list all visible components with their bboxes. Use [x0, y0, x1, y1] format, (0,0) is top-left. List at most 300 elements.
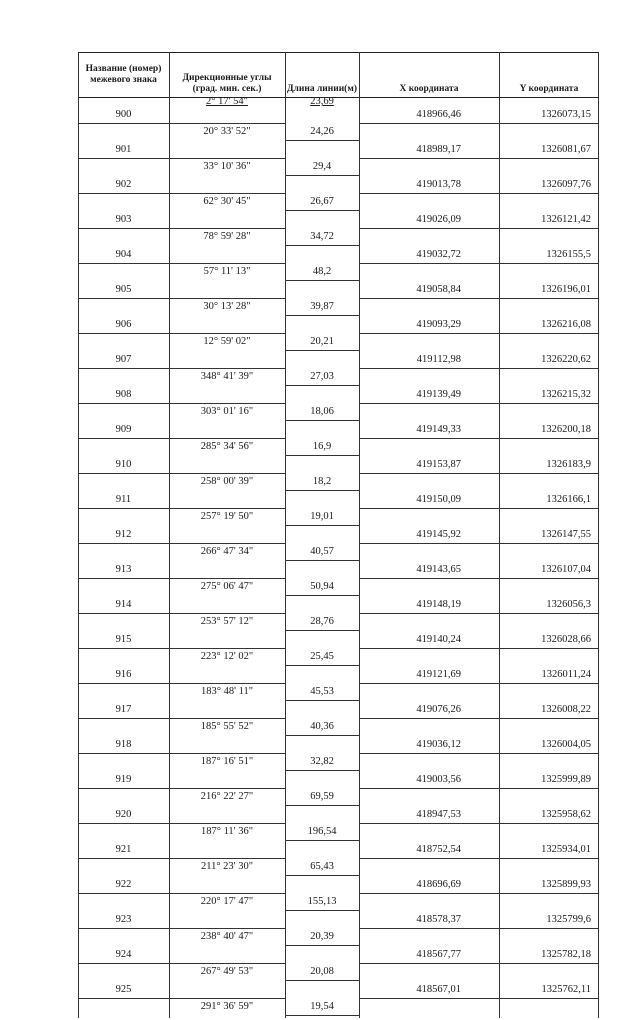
y-coordinate: 1326216,08: [541, 319, 591, 330]
row-rule: [359, 823, 499, 824]
segment-row: [78, 266, 599, 283]
mark-number: 903: [115, 214, 132, 225]
row-rule: [78, 193, 169, 194]
line-length: 196,54: [307, 825, 337, 837]
row-rule: [169, 753, 285, 754]
row-rule: [499, 648, 599, 649]
x-coordinate: 419093,29: [416, 319, 461, 330]
mark-number: 921: [115, 844, 132, 855]
direction-angle: 267° 49' 53": [200, 965, 254, 977]
y-coordinate: 1326097,76: [541, 179, 591, 190]
mark-number: 902: [115, 179, 132, 190]
segment-rule: [285, 735, 359, 736]
row-rule: [499, 613, 599, 614]
row-rule: [78, 718, 169, 719]
segment-row: [78, 721, 599, 738]
row-rule: [78, 333, 169, 334]
segment-row: [78, 301, 599, 318]
column-divider: [169, 52, 170, 1018]
row-rule: [169, 963, 285, 964]
segment-rule: [285, 385, 359, 386]
x-coordinate: 418752,54: [416, 844, 461, 855]
row-rule: [169, 858, 285, 859]
y-coordinate: 1326155,5: [546, 249, 591, 260]
x-coordinate: 419076,26: [416, 704, 461, 715]
mark-number: 920: [115, 809, 132, 820]
y-coordinate: 1325958,62: [541, 809, 591, 820]
line-length: 48,2: [312, 265, 332, 277]
row-rule: [78, 683, 169, 684]
row-rule: [359, 123, 499, 124]
row-rule: [359, 228, 499, 229]
segment-rule: [285, 945, 359, 946]
row-rule: [359, 683, 499, 684]
x-coordinate: 418567,77: [416, 949, 461, 960]
first-segment-angle: 2° 17' 54": [206, 96, 248, 107]
row-rule: [78, 788, 169, 789]
segment-rule: [285, 1015, 359, 1016]
row-rule: [359, 333, 499, 334]
row-rule: [78, 368, 169, 369]
row-rule: [499, 543, 599, 544]
direction-angle: 183° 48' 11": [201, 685, 253, 697]
x-coordinate: 419112,98: [416, 354, 461, 365]
mark-number: 915: [115, 634, 132, 645]
x-coordinate: 419013,78: [416, 179, 461, 190]
direction-angle: 253° 57' 12": [200, 615, 254, 627]
row-rule: [78, 228, 169, 229]
segment-row: [78, 581, 599, 598]
table-row: [78, 528, 599, 545]
table-row: [78, 493, 599, 510]
table-row: [78, 948, 599, 965]
segment-rule: [285, 700, 359, 701]
x-coordinate: 419148,19: [416, 599, 461, 610]
header-x-coordinate: X координата: [399, 84, 459, 94]
row-rule: [78, 123, 169, 124]
segment-rule: [285, 630, 359, 631]
direction-angle: 30° 13' 28": [203, 300, 251, 312]
direction-angle: 185° 55' 52": [200, 720, 254, 732]
direction-angle: 187° 16' 51": [200, 755, 254, 767]
row-rule: [78, 438, 169, 439]
line-length: 40,36: [310, 720, 334, 732]
mark-number: 910: [115, 459, 132, 470]
x-coordinate: 419121,69: [416, 669, 461, 680]
table-row: [78, 773, 599, 790]
row-rule: [78, 543, 169, 544]
row-rule: [78, 613, 169, 614]
segment-rule: [285, 245, 359, 246]
direction-angle: 216° 22' 27": [200, 790, 254, 802]
mark-number: 901: [115, 144, 132, 155]
column-divider: [499, 52, 500, 1018]
segment-row: [78, 476, 599, 493]
direction-angle: 223° 12' 02": [200, 650, 254, 662]
y-coordinate: 1326196,01: [541, 284, 591, 295]
header-direction-angle: Дирекционные углы (град. мин. сек.): [182, 73, 272, 94]
row-rule: [359, 998, 499, 999]
row-rule: [169, 368, 285, 369]
table-row: [78, 843, 599, 860]
row-rule: [169, 333, 285, 334]
row-rule: [499, 683, 599, 684]
row-rule: [78, 963, 169, 964]
row-rule: [499, 578, 599, 579]
row-rule: [499, 998, 599, 999]
line-length: 20,21: [310, 335, 334, 347]
y-coordinate: 1326215,32: [541, 389, 591, 400]
line-length: 18,06: [310, 405, 334, 417]
row-rule: [169, 508, 285, 509]
mark-number: 904: [115, 249, 132, 260]
mark-number: 916: [115, 669, 132, 680]
table-row: [78, 878, 599, 895]
segment-rule: [285, 175, 359, 176]
row-rule: [169, 788, 285, 789]
segment-rule: [285, 210, 359, 211]
table-row: [78, 178, 599, 195]
table-row: [78, 423, 599, 440]
row-rule: [169, 578, 285, 579]
row-rule: [359, 613, 499, 614]
line-length: 155,13: [307, 895, 337, 907]
mark-number: 917: [115, 704, 132, 715]
table-row: [78, 633, 599, 650]
direction-angle: 187° 11' 36": [201, 825, 253, 837]
row-rule: [359, 928, 499, 929]
direction-angle: 33° 10' 36": [203, 160, 251, 172]
line-length: 20,08: [310, 965, 334, 977]
segment-rule: [285, 525, 359, 526]
segment-row: [78, 756, 599, 773]
row-rule: [78, 298, 169, 299]
table-row: [78, 353, 599, 370]
row-rule: [78, 823, 169, 824]
direction-angle: 211° 23' 30": [201, 860, 253, 872]
table-row: [78, 213, 599, 230]
mark-number: 900: [115, 109, 132, 120]
segment-rule: [285, 595, 359, 596]
first-segment-length: 23,69: [310, 96, 334, 107]
direction-angle: 78° 59' 28": [203, 230, 251, 242]
line-length: 18,2: [312, 475, 332, 487]
direction-angle: 62° 30' 45": [203, 195, 251, 207]
direction-angle: 20° 33' 52": [203, 125, 251, 137]
direction-angle: 266° 47' 34": [200, 545, 254, 557]
segment-row: [78, 371, 599, 388]
column-divider: [598, 52, 599, 1018]
segment-row: [78, 546, 599, 563]
segment-rule: [285, 875, 359, 876]
row-rule: [359, 298, 499, 299]
line-length: 20,39: [310, 930, 334, 942]
row-rule: [359, 578, 499, 579]
row-rule: [359, 403, 499, 404]
x-coordinate: 419036,12: [416, 739, 461, 750]
row-rule: [78, 508, 169, 509]
row-rule: [359, 508, 499, 509]
row-rule: [169, 718, 285, 719]
segment-rule: [285, 770, 359, 771]
y-coordinate: 1325999,89: [541, 774, 591, 785]
row-rule: [78, 263, 169, 264]
x-coordinate: 419032,72: [416, 249, 461, 260]
row-rule: [359, 368, 499, 369]
row-rule: [359, 718, 499, 719]
row-rule: [499, 158, 599, 159]
segment-rule: [285, 420, 359, 421]
mark-number: 918: [115, 739, 132, 750]
segment-rule: [285, 840, 359, 841]
segment-row: [78, 966, 599, 983]
y-coordinate: 1326056,3: [546, 599, 591, 610]
line-length: 39,87: [310, 300, 334, 312]
row-rule: [359, 893, 499, 894]
row-rule: [78, 753, 169, 754]
row-rule: [169, 683, 285, 684]
table-body: [78, 98, 599, 1020]
row-rule: [499, 718, 599, 719]
y-coordinate: 1326004,05: [541, 739, 591, 750]
table-row: [78, 143, 599, 160]
line-length: 26,67: [310, 195, 334, 207]
y-coordinate: 1326011,24: [541, 669, 591, 680]
line-length: 25,45: [310, 650, 334, 662]
line-length: 45,53: [310, 685, 334, 697]
direction-angle: 12° 59' 02": [203, 335, 251, 347]
row-rule: [499, 858, 599, 859]
row-rule: [499, 403, 599, 404]
segment-row: [78, 931, 599, 948]
x-coordinate: 419139,49: [416, 389, 461, 400]
row-rule: [359, 158, 499, 159]
segment-rule: [285, 665, 359, 666]
row-rule: [359, 648, 499, 649]
mark-number: 919: [115, 774, 132, 785]
line-length: 19,01: [310, 510, 334, 522]
segment-rule: [285, 315, 359, 316]
table-row: [78, 248, 599, 265]
y-coordinate: 1326200,18: [541, 424, 591, 435]
row-rule: [359, 263, 499, 264]
segment-row: [78, 826, 599, 843]
y-coordinate: 1326028,66: [541, 634, 591, 645]
row-rule: [499, 928, 599, 929]
line-length: 50,94: [310, 580, 334, 592]
y-coordinate: 1326121,42: [541, 214, 591, 225]
x-coordinate: 418989,17: [416, 144, 461, 155]
direction-angle: 238° 40' 47": [200, 930, 254, 942]
direction-angle: 303° 01' 16": [200, 405, 254, 417]
row-rule: [78, 998, 169, 999]
line-length: 19,54: [310, 1000, 334, 1012]
row-rule: [499, 963, 599, 964]
x-coordinate: 419149,33: [416, 424, 461, 435]
row-rule: [169, 123, 285, 124]
row-rule: [169, 228, 285, 229]
row-rule: [359, 438, 499, 439]
table-row: [78, 388, 599, 405]
y-coordinate: 1325762,11: [541, 984, 591, 995]
mark-number: 909: [115, 424, 132, 435]
row-rule: [169, 648, 285, 649]
segment-rule: [285, 560, 359, 561]
row-rule: [499, 823, 599, 824]
segment-row: [78, 651, 599, 668]
row-rule: [499, 228, 599, 229]
segment-row: [78, 861, 599, 878]
table-row: [78, 738, 599, 755]
row-rule: [169, 613, 285, 614]
table-row: [78, 983, 599, 1000]
direction-angle: 348° 41' 39": [200, 370, 254, 382]
x-coordinate: 419140,24: [416, 634, 461, 645]
row-rule: [78, 858, 169, 859]
segment-rule: [285, 455, 359, 456]
row-rule: [169, 893, 285, 894]
direction-angle: 257° 19' 50": [200, 510, 254, 522]
table-row: [78, 563, 599, 580]
direction-angle: 291° 36' 59": [200, 1000, 254, 1012]
row-rule: [499, 473, 599, 474]
row-rule: [359, 473, 499, 474]
row-rule: [499, 788, 599, 789]
row-rule: [169, 928, 285, 929]
row-rule: [78, 928, 169, 929]
y-coordinate: 1326073,15: [541, 109, 591, 120]
segment-row: [78, 126, 599, 143]
boundary-coordinates-table: [78, 52, 599, 1020]
x-coordinate: 418966,46: [416, 109, 461, 120]
x-coordinate: 418947,53: [416, 809, 461, 820]
segment-rule: [285, 980, 359, 981]
direction-angle: 220° 17' 47": [200, 895, 254, 907]
line-length: 32,82: [310, 755, 334, 767]
direction-angle: 275° 06' 47": [200, 580, 254, 592]
direction-angle: 57° 11' 13": [203, 265, 251, 277]
table-row: [78, 808, 599, 825]
row-rule: [499, 333, 599, 334]
y-coordinate: 1326081,67: [541, 144, 591, 155]
segment-row: [78, 511, 599, 528]
segment-row: [78, 406, 599, 423]
x-coordinate: 418696,69: [416, 879, 461, 890]
y-coordinate: 1326147,55: [541, 529, 591, 540]
y-coordinate: 1326183,9: [546, 459, 591, 470]
x-coordinate: 418567,01: [416, 984, 461, 995]
line-length: 28,76: [310, 615, 334, 627]
row-rule: [169, 158, 285, 159]
row-rule: [499, 123, 599, 124]
table-row: [78, 108, 599, 125]
segment-row: [78, 791, 599, 808]
y-coordinate: 1326107,04: [541, 564, 591, 575]
y-coordinate: 1325799,6: [546, 914, 591, 925]
row-rule: [169, 543, 285, 544]
row-rule: [78, 473, 169, 474]
row-rule: [169, 438, 285, 439]
table-row: [78, 913, 599, 930]
mark-number: 913: [115, 564, 132, 575]
row-rule: [78, 158, 169, 159]
row-rule: [169, 473, 285, 474]
column-divider: [285, 52, 286, 1018]
segment-rule: [285, 805, 359, 806]
row-rule: [78, 403, 169, 404]
row-rule: [169, 193, 285, 194]
segment-row: [78, 336, 599, 353]
segment-rule: [285, 280, 359, 281]
segment-rule: [285, 350, 359, 351]
y-coordinate: 1326220,62: [541, 354, 591, 365]
mark-number: 908: [115, 389, 132, 400]
table-row: [78, 598, 599, 615]
direction-angle: 285° 34' 56": [200, 440, 254, 452]
row-rule: [78, 578, 169, 579]
mark-number: 925: [115, 984, 132, 995]
row-rule: [78, 893, 169, 894]
row-rule: [169, 998, 285, 999]
segment-row: [78, 616, 599, 633]
row-rule: [499, 438, 599, 439]
row-rule: [499, 193, 599, 194]
segment-row: [78, 441, 599, 458]
mark-number: 911: [115, 494, 132, 505]
segment-rule: [285, 140, 359, 141]
mark-number: 907: [115, 354, 132, 365]
y-coordinate: 1325782,18: [541, 949, 591, 960]
line-length: 34,72: [310, 230, 334, 242]
mark-number: 922: [115, 879, 132, 890]
x-coordinate: 418578,37: [416, 914, 461, 925]
row-rule: [499, 298, 599, 299]
row-rule: [499, 368, 599, 369]
x-coordinate: 419150,09: [416, 494, 461, 505]
row-rule: [499, 508, 599, 509]
table-row: [78, 283, 599, 300]
mark-number: 906: [115, 319, 132, 330]
segment-row: [78, 686, 599, 703]
segment-rule: [285, 490, 359, 491]
row-rule: [359, 858, 499, 859]
table-header: [78, 52, 599, 98]
row-rule: [169, 263, 285, 264]
x-coordinate: 419143,65: [416, 564, 461, 575]
mark-number: 923: [115, 914, 132, 925]
row-rule: [499, 263, 599, 264]
mark-number: 905: [115, 284, 132, 295]
row-rule: [359, 193, 499, 194]
line-length: 29,4: [312, 160, 332, 172]
segment-row: [78, 161, 599, 178]
segment-row: [78, 231, 599, 248]
line-length: 16,9: [312, 440, 332, 452]
mark-number: 912: [115, 529, 132, 540]
line-length: 24,26: [310, 125, 334, 137]
line-length: 65,43: [310, 860, 334, 872]
y-coordinate: 1326166,1: [546, 494, 591, 505]
y-coordinate: 1325934,01: [541, 844, 591, 855]
y-coordinate: 1325899,93: [541, 879, 591, 890]
line-length: 27,03: [310, 370, 334, 382]
segment-row: [78, 1001, 599, 1018]
y-coordinate: 1326008,22: [541, 704, 591, 715]
x-coordinate: 419145,92: [416, 529, 461, 540]
x-coordinate: 419153,87: [416, 459, 461, 470]
row-rule: [169, 298, 285, 299]
header-mark-name: Название (номер) межевого знака: [85, 64, 162, 85]
